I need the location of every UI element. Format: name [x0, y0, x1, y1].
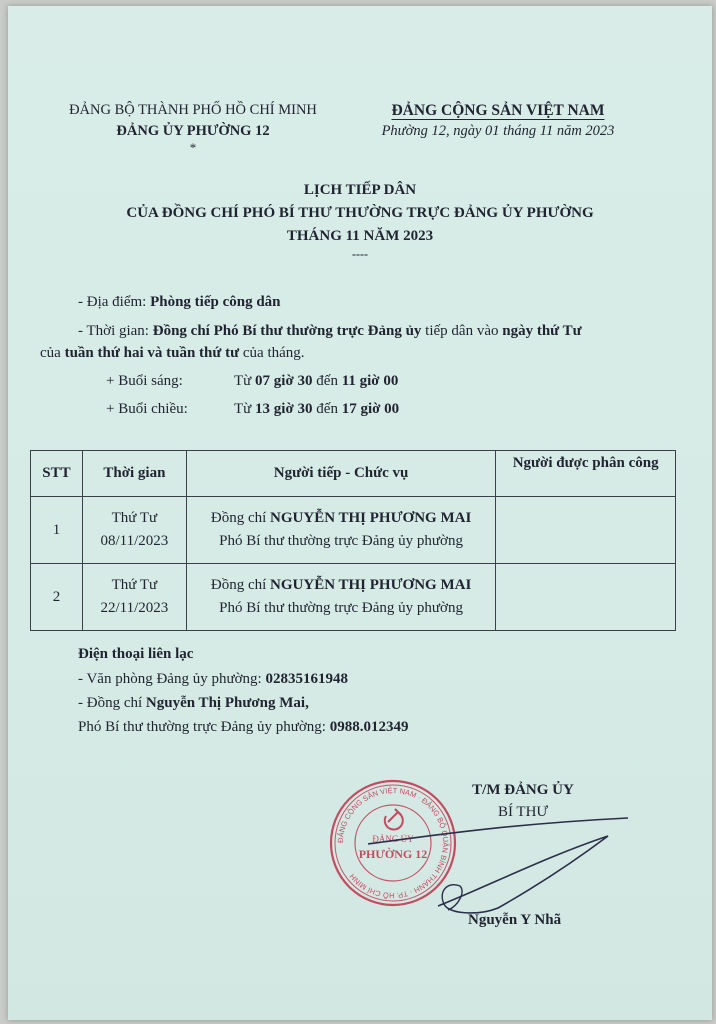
office-phone: 02835161948: [265, 671, 348, 687]
col-header-person: Người tiếp - Chức vụ: [186, 451, 495, 497]
col-header-stt: STT: [31, 451, 83, 497]
afternoon-end: 17 giờ 00: [341, 401, 400, 417]
signer-name: Nguyễn Y Nhã: [468, 912, 562, 928]
morning-label: + Buổi sáng:: [106, 373, 183, 389]
row-date: 22/11/2023: [100, 600, 169, 616]
row-day: Thứ Tư: [111, 577, 158, 593]
afternoon-from: Từ: [234, 401, 256, 417]
row-assigned: [496, 564, 676, 631]
doc-title: LỊCH TIẾP DÂN: [303, 182, 417, 198]
stamp-outer-text: ĐẢNG CỘNG SẢN VIỆT NAM · ĐẢNG BỘ QUẬN BÌNH THẠNH · TP. HỒ CHÍ MINH: [335, 785, 451, 901]
time-text-1: tiếp dân vào: [421, 323, 503, 339]
office-label: - Văn phòng Đảng ủy phường:: [78, 671, 266, 687]
row-position: Phó Bí thư thường trực Đảng ủy phường: [219, 600, 463, 616]
row-time: [82, 564, 186, 631]
contact-office: [78, 671, 348, 688]
title-divider: ----: [352, 247, 368, 261]
afternoon-label: + Buổi chiều:: [106, 401, 188, 417]
table-header-row: [31, 451, 676, 497]
document-page: [8, 6, 712, 1020]
contact-person: [78, 695, 309, 712]
party-committee-city: ĐẢNG BỘ THÀNH PHỐ HỒ CHÍ MINH: [69, 102, 317, 118]
contact-heading: Điện thoại liên lạc: [78, 646, 194, 662]
header-star: *: [189, 140, 197, 155]
person-phone: 0988.012349: [329, 719, 409, 735]
row-time: [82, 497, 186, 564]
morning-start: 07 giờ 30: [255, 373, 313, 389]
person-label: - Đồng chí: [78, 695, 146, 711]
row-stt: 1: [31, 497, 83, 564]
row-person: [186, 497, 495, 564]
row-person-name: NGUYỄN THỊ PHƯƠNG MAI: [270, 510, 472, 526]
time-bold-2: ngày thứ Tư: [502, 323, 582, 339]
row-stt: 2: [31, 564, 83, 631]
time-weeks: tuần thứ hai và tuần thứ tư: [64, 345, 240, 361]
morning-hours: [234, 373, 398, 390]
stamp-center-top: ĐẢNG ỦY: [372, 834, 414, 844]
person-title: Phó Bí thư thường trực Đảng ủy phường:: [78, 719, 330, 735]
time-bold-1: Đồng chí Phó Bí thư thường trực Đảng ủy: [152, 323, 422, 339]
row-date: 08/11/2023: [100, 533, 169, 549]
person-name: Nguyễn Thị Phương Mai: [145, 695, 306, 711]
header-right: [368, 100, 628, 142]
location-line: [78, 294, 281, 311]
time-line-2: [40, 345, 305, 362]
time-line2-pre: của: [40, 345, 65, 361]
afternoon-start: 13 giờ 30: [255, 401, 313, 417]
row-assigned: [496, 497, 676, 564]
person-suffix: ,: [305, 695, 309, 711]
row-person-name: NGUYỄN THỊ PHƯƠNG MAI: [270, 577, 472, 593]
stamp-center: PHƯỜNG 12: [358, 847, 428, 861]
doc-subtitle: CỦA ĐỒNG CHÍ PHÓ BÍ THƯ THƯỜNG TRỰC ĐẢNG ỦY PHƯỜNG: [126, 205, 594, 221]
place-date: Phường 12, ngày 01 tháng 11 năm 2023: [381, 123, 615, 139]
schedule-table: [30, 450, 676, 631]
row-day: Thứ Tư: [111, 510, 158, 526]
col-header-assigned: Người được phân công: [496, 451, 676, 497]
row-person: [186, 564, 495, 631]
table-row: [31, 497, 676, 564]
afternoon-mid: đến: [312, 401, 342, 417]
morning-end: 11 giờ 00: [341, 373, 399, 389]
doc-month: THÁNG 11 NĂM 2023: [286, 228, 434, 244]
row-person-prefix: Đồng chí: [210, 510, 271, 526]
time-line2-post: của tháng.: [239, 345, 305, 361]
location-value: Phòng tiếp công dân: [150, 294, 281, 310]
on-behalf-label: T/M ĐẢNG ỦY: [472, 782, 574, 798]
ward-party-committee: ĐẢNG ỦY PHƯỜNG 12: [116, 123, 270, 139]
afternoon-hours: [234, 401, 399, 418]
party-name: ĐẢNG CỘNG SẢN VIỆT NAM: [391, 102, 605, 119]
time-line-1: [78, 323, 582, 340]
table-row: [31, 564, 676, 631]
handwritten-signature: [348, 796, 648, 926]
time-label: - Thời gian:: [78, 323, 153, 339]
row-person-prefix: Đồng chí: [210, 577, 271, 593]
location-label: - Địa điểm:: [78, 294, 151, 310]
header-left: [48, 100, 338, 154]
contact-person-phone: [78, 719, 408, 736]
row-position: Phó Bí thư thường trực Đảng ủy phường: [219, 533, 463, 549]
signer-role: BÍ THƯ: [497, 804, 549, 820]
col-header-time: Thời gian: [82, 451, 186, 497]
morning-mid: đến: [312, 373, 342, 389]
morning-from: Từ: [234, 373, 256, 389]
